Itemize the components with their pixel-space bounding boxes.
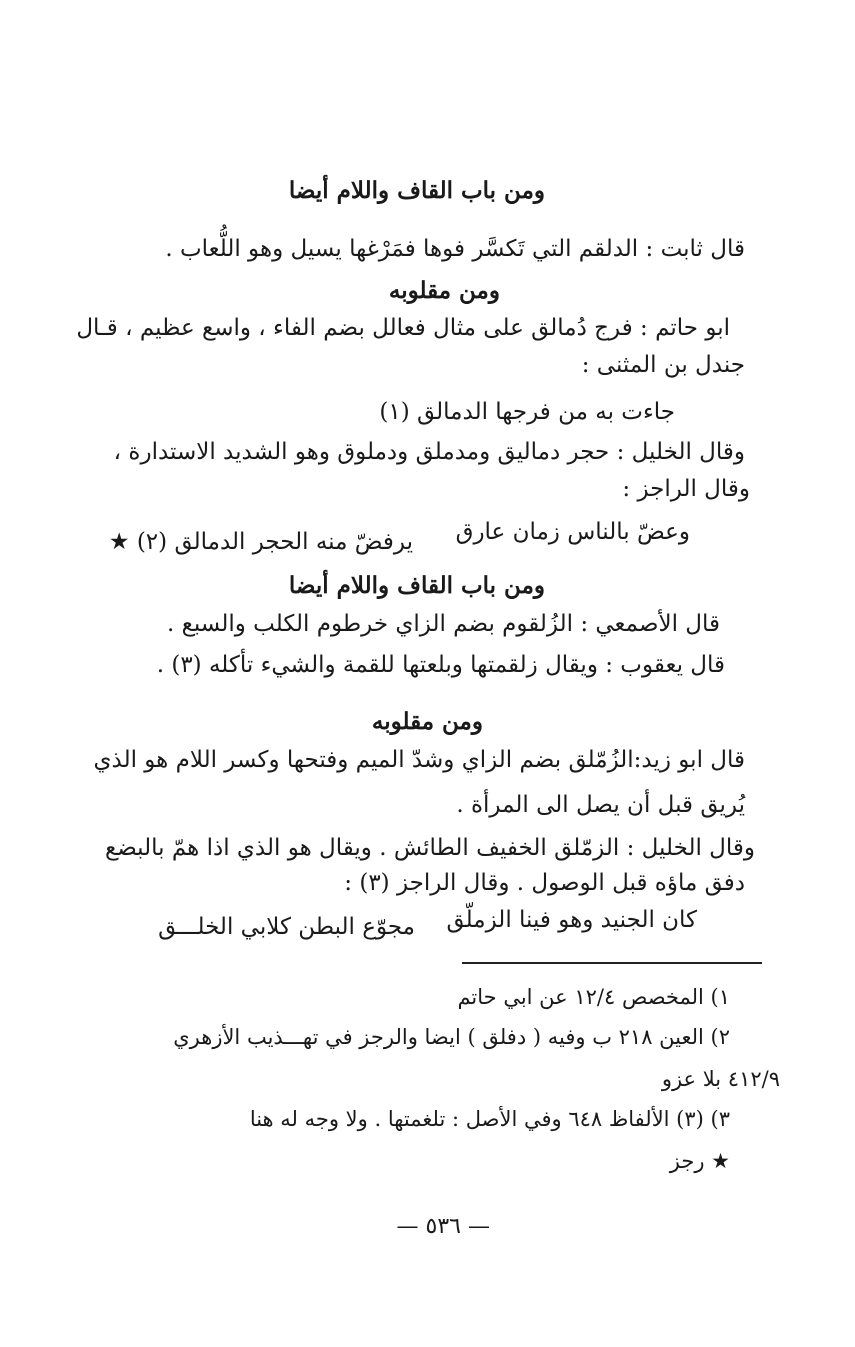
footnote: ٢) العين ٢١٨ ب وفيه ( دفلق ) ايضا والرجز في تهـــذيب الأزهري <box>173 1025 730 1049</box>
text-line: جندل بن المثنى : <box>581 352 745 378</box>
text-line: وقال الخليل : الزمّلق الخفيف الطائش . ويقال هو الذي اذا همّ بالبضع <box>104 835 755 861</box>
text-line: قال ابو زيد:الزُمّلق بضم الزاي وشدّ الميم وفتحها وكسر اللام هو الذي <box>93 747 745 773</box>
text-line: دفق ماؤه قبل الوصول . وقال الراجز (٣) : <box>344 870 745 896</box>
text-line: وقال الراجز : <box>622 476 750 502</box>
text-line: قال يعقوب : ويقال زلقمتها وبلعتها للقمة والشيء تأكله (٣) . <box>156 652 725 678</box>
verse-hemistich-right: وعضّ بالناس زمان عارق <box>455 519 690 545</box>
footnote: ١) المخصص ١٢/٤ عن ابي حاتم <box>457 985 730 1009</box>
page-number: — ٥٣٦ — <box>396 1214 490 1239</box>
footnote: ★ رجز <box>669 1149 730 1173</box>
footnote-separator <box>462 962 762 964</box>
verse-hemistich-left: مجوّع البطن كلابي الخلـــق <box>158 914 415 940</box>
verse-line: جاءت به من فرجها الدمالق (١) <box>379 399 675 425</box>
section-heading: ومن مقلوبه <box>371 708 483 735</box>
section-heading: ومن باب القاف واللام أيضا <box>288 572 545 599</box>
text-line: ابو حاتم : فرج دُمالق على مثال فعالل بضم الفاء ، واسع عظيم ، قـال <box>76 315 730 341</box>
section-heading: ومن باب القاف واللام أيضا <box>288 177 545 204</box>
text-line: وقال الخليل : حجر دماليق ومدملق ودملوق وهو الشديد الاستدارة ، <box>113 439 745 465</box>
section-heading: ومن مقلوبه <box>388 277 500 304</box>
footnote: ٣) (٣) الألفاظ ٦٤٨ وفي الأصل : تلغمتها . ولا وجه له هنا <box>249 1107 730 1131</box>
verse-hemistich-left: يرفضّ منه الحجر الدمالق (٢) ★ <box>108 529 413 555</box>
text-line: قال ثابت : الدلقم التي تَكسَّر فوها فمَرْغها يسيل وهو اللُّعاب . <box>165 236 745 262</box>
verse-hemistich-right: كان الجنيد وهو فينا الزملّق <box>446 907 697 933</box>
text-line: يُريق قبل أن يصل الى المرأة . <box>456 792 745 818</box>
text-line: قال الأصمعي : الزُلقوم بضم الزاي خرطوم الكلب والسبع . <box>167 611 720 637</box>
footnote: ٤١٢/٩ بلا عزو <box>661 1067 780 1091</box>
